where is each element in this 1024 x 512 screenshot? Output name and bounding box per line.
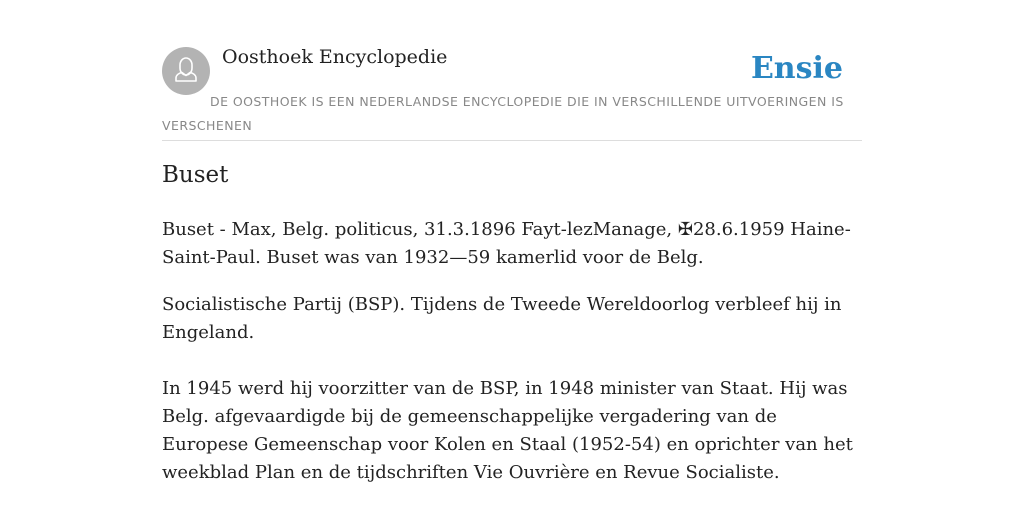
site-tagline: DE OOSTHOEK IS EEN NEDERLANDSE ENCYCLOPEDIE DIE IN VERSCHILLENDE UITVOERINGEN IS VERSCHENEN: [162, 94, 844, 133]
page-container: [162, 0, 862, 483]
article-paragraph: Socialistische Partij (BSP). Tijdens de Tweede Wereldoorlog verbleef hij in Engeland.: [162, 294, 842, 343]
article-title: Buset: [162, 162, 229, 188]
brand-logo[interactable]: Ensie: [750, 51, 843, 86]
article-paragraph: In 1945 werd hij voorzitter van de BSP, in 1948 minister van Staat. Hij was Belg. afgevaardigde bij de gemeenschappelijke vergadering van de Europese Gemeenschap voor Kolen en Staal (1952-54) en oprichter van het weekblad Plan en de tijdschriften Vie Ouvrière en Revue Socialiste.: [162, 378, 853, 483]
site-name[interactable]: Oosthoek Encyclopedie: [222, 46, 448, 68]
article-paragraph: Buset - Max, Belg. politicus, 31.3.1896 Fayt-lezManage, ✠28.6.1959 Haine-Saint-Paul. Buset was van 1932—59 kamerlid voor de Belg.: [162, 219, 851, 268]
user-silhouette-icon[interactable]: [162, 47, 210, 95]
avatar-graphic: [162, 47, 210, 95]
site-header: [162, 0, 862, 141]
